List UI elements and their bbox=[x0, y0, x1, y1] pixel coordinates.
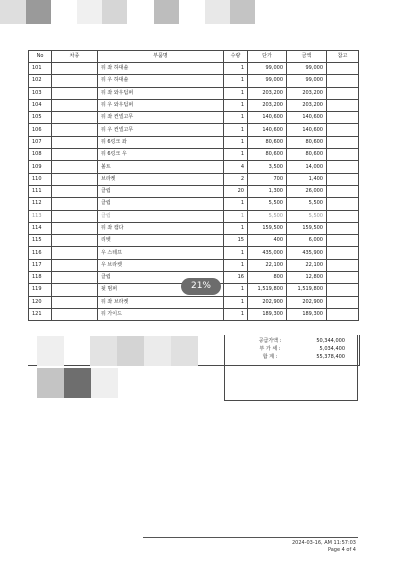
table-row bbox=[29, 222, 359, 234]
print-timestamp: 2024-03-16, AM 11:57:03 bbox=[291, 540, 356, 546]
row-no: 106 bbox=[29, 124, 52, 136]
row-part-name: 뒤 6링크 우 bbox=[98, 149, 224, 161]
vat-label: 부 가 세 : bbox=[259, 346, 281, 352]
table-row bbox=[29, 247, 359, 259]
redaction-block bbox=[171, 336, 198, 366]
row-no: 105 bbox=[29, 112, 52, 124]
table-row bbox=[29, 308, 359, 320]
row-vehicle bbox=[52, 63, 98, 75]
row-unit-price: 159,500 bbox=[248, 222, 287, 234]
row-part-name: 우 스테프 bbox=[98, 247, 224, 259]
col-header-qty: 수량 bbox=[224, 51, 248, 63]
row-no: 120 bbox=[29, 296, 52, 308]
row-vehicle bbox=[52, 222, 98, 234]
row-qty: 1 bbox=[224, 63, 248, 75]
parts-sheet bbox=[28, 50, 358, 502]
row-amount: 26,000 bbox=[287, 185, 327, 197]
row-no: 103 bbox=[29, 87, 52, 99]
row-part-name: 리벳 bbox=[98, 235, 224, 247]
row-qty: 1 bbox=[224, 75, 248, 87]
row-no: 104 bbox=[29, 99, 52, 111]
row-amount: 1,400 bbox=[287, 173, 327, 185]
row-qty: 1 bbox=[224, 112, 248, 124]
zoom-level-badge: 21% bbox=[181, 278, 221, 295]
redaction-block bbox=[77, 0, 102, 24]
row-note bbox=[327, 87, 359, 99]
row-amount: 6,000 bbox=[287, 235, 327, 247]
row-qty: 4 bbox=[224, 161, 248, 173]
table-row bbox=[29, 173, 359, 185]
redaction-block bbox=[102, 0, 127, 24]
row-amount: 203,200 bbox=[287, 87, 327, 99]
total-value: 55,378,400 bbox=[316, 354, 345, 360]
total-row bbox=[225, 353, 359, 362]
row-amount: 99,000 bbox=[287, 75, 327, 87]
row-note bbox=[327, 149, 359, 161]
row-part-name: 뒤 우 와우텀퍼 bbox=[98, 99, 224, 111]
row-note bbox=[327, 112, 359, 124]
row-no: 110 bbox=[29, 173, 52, 185]
row-unit-price: 5,500 bbox=[248, 198, 287, 210]
col-header-note: 참고 bbox=[327, 51, 359, 63]
table-row bbox=[29, 185, 359, 197]
row-unit-price: 140,600 bbox=[248, 112, 287, 124]
row-unit-price: 80,600 bbox=[248, 136, 287, 148]
row-vehicle bbox=[52, 87, 98, 99]
redaction-block bbox=[91, 368, 118, 398]
row-qty: 15 bbox=[224, 235, 248, 247]
row-qty: 1 bbox=[224, 296, 248, 308]
vat-value: 5,034,400 bbox=[319, 346, 345, 352]
table-row bbox=[29, 112, 359, 124]
summary-bottom-border bbox=[224, 400, 358, 401]
row-note bbox=[327, 272, 359, 284]
row-no: 117 bbox=[29, 259, 52, 271]
table-row bbox=[29, 99, 359, 111]
row-qty: 16 bbox=[224, 272, 248, 284]
row-note bbox=[327, 247, 359, 259]
total-label: 합 계 : bbox=[262, 354, 278, 360]
table-row bbox=[29, 75, 359, 87]
row-no: 121 bbox=[29, 308, 52, 320]
table-row bbox=[29, 235, 359, 247]
redaction-block bbox=[37, 336, 64, 366]
redaction-block bbox=[26, 0, 51, 24]
row-vehicle bbox=[52, 99, 98, 111]
row-part-name: 뒤 좌 브라켓 bbox=[98, 296, 224, 308]
row-unit-price: 203,200 bbox=[248, 99, 287, 111]
row-amount: 99,000 bbox=[287, 63, 327, 75]
row-part-name: 뒤 좌 컨넬고무 bbox=[98, 112, 224, 124]
row-qty: 20 bbox=[224, 185, 248, 197]
table-header-row bbox=[29, 51, 359, 63]
footer bbox=[292, 540, 356, 554]
row-vehicle bbox=[52, 296, 98, 308]
col-header-amount: 금액 bbox=[287, 51, 327, 63]
row-part-name: 뒤 좌 하대솔 bbox=[98, 63, 224, 75]
row-note bbox=[327, 75, 359, 87]
row-no: 108 bbox=[29, 149, 52, 161]
row-unit-price: 3,500 bbox=[248, 161, 287, 173]
col-header-unit-price: 단가 bbox=[248, 51, 287, 63]
row-qty: 1 bbox=[224, 136, 248, 148]
row-note bbox=[327, 284, 359, 296]
row-vehicle bbox=[52, 308, 98, 320]
row-unit-price: 800 bbox=[248, 272, 287, 284]
row-unit-price: 435,000 bbox=[248, 247, 287, 259]
table-row bbox=[29, 124, 359, 136]
row-note bbox=[327, 161, 359, 173]
row-amount: 22,100 bbox=[287, 259, 327, 271]
row-qty: 1 bbox=[224, 308, 248, 320]
row-qty: 1 bbox=[224, 198, 248, 210]
row-qty: 1 bbox=[224, 222, 248, 234]
row-amount: 80,600 bbox=[287, 136, 327, 148]
table-row bbox=[29, 136, 359, 148]
row-amount: 14,000 bbox=[287, 161, 327, 173]
row-qty: 1 bbox=[224, 99, 248, 111]
row-qty: 1 bbox=[224, 87, 248, 99]
row-unit-price: 22,100 bbox=[248, 259, 287, 271]
row-vehicle bbox=[52, 185, 98, 197]
table-row bbox=[29, 259, 359, 271]
row-vehicle bbox=[52, 149, 98, 161]
redaction-block bbox=[0, 0, 26, 24]
row-no: 119 bbox=[29, 284, 52, 296]
row-amount: 159,500 bbox=[287, 222, 327, 234]
row-part-name: 클립 bbox=[98, 210, 224, 222]
table-row bbox=[29, 87, 359, 99]
col-header-no: No bbox=[29, 51, 52, 63]
row-qty: 1 bbox=[224, 247, 248, 259]
row-vehicle bbox=[52, 259, 98, 271]
row-part-name: 뒤 6링크 좌 bbox=[98, 136, 224, 148]
row-amount: 80,600 bbox=[287, 149, 327, 161]
row-note bbox=[327, 235, 359, 247]
row-amount: 5,500 bbox=[287, 210, 327, 222]
redaction-block bbox=[117, 336, 144, 366]
row-amount: 140,600 bbox=[287, 124, 327, 136]
table-row bbox=[29, 149, 359, 161]
row-no: 114 bbox=[29, 222, 52, 234]
col-header-vehicle: 차종 bbox=[52, 51, 98, 63]
redaction-block bbox=[144, 336, 171, 366]
row-amount: 140,600 bbox=[287, 112, 327, 124]
row-unit-price: 203,200 bbox=[248, 87, 287, 99]
row-part-name: 뒤 좌 와우텀퍼 bbox=[98, 87, 224, 99]
row-part-name: 우 브라켓 bbox=[98, 259, 224, 271]
row-no: 109 bbox=[29, 161, 52, 173]
row-note bbox=[327, 198, 359, 210]
row-part-name: 뒤 우 컨넬고무 bbox=[98, 124, 224, 136]
row-part-name: 볼트 bbox=[98, 161, 224, 173]
row-unit-price: 99,000 bbox=[248, 63, 287, 75]
supply-label: 공급가액 : bbox=[258, 338, 282, 344]
row-qty: 1 bbox=[224, 259, 248, 271]
row-vehicle bbox=[52, 272, 98, 284]
row-no: 101 bbox=[29, 63, 52, 75]
row-part-name: 브라켓 bbox=[98, 173, 224, 185]
redaction-block bbox=[37, 368, 64, 398]
row-vehicle bbox=[52, 284, 98, 296]
row-no: 116 bbox=[29, 247, 52, 259]
row-note bbox=[327, 124, 359, 136]
row-part-name: 클립 bbox=[98, 185, 224, 197]
row-part-name: 뒤 가이드 bbox=[98, 308, 224, 320]
row-vehicle bbox=[52, 210, 98, 222]
row-no: 111 bbox=[29, 185, 52, 197]
row-note bbox=[327, 99, 359, 111]
row-qty: 1 bbox=[224, 284, 248, 296]
row-note bbox=[327, 308, 359, 320]
row-unit-price: 400 bbox=[248, 235, 287, 247]
row-note bbox=[327, 222, 359, 234]
row-note bbox=[327, 259, 359, 271]
footer-divider bbox=[143, 537, 358, 538]
row-vehicle bbox=[52, 173, 98, 185]
row-no: 102 bbox=[29, 75, 52, 87]
redaction-block bbox=[230, 0, 255, 24]
row-amount: 12,800 bbox=[287, 272, 327, 284]
row-qty: 1 bbox=[224, 149, 248, 161]
row-part-name: 뒤 좌 캠다 bbox=[98, 222, 224, 234]
summary-box bbox=[224, 335, 360, 366]
row-unit-price: 5,500 bbox=[248, 210, 287, 222]
redaction-block bbox=[154, 0, 179, 24]
top-redaction-strip bbox=[0, 0, 400, 26]
row-no: 118 bbox=[29, 272, 52, 284]
supply-value: 50,344,000 bbox=[316, 338, 345, 344]
row-part-name: 뒤 우 하대솔 bbox=[98, 75, 224, 87]
row-no: 112 bbox=[29, 198, 52, 210]
redaction-block bbox=[205, 0, 230, 24]
row-unit-price: 189,300 bbox=[248, 308, 287, 320]
col-header-part-name: 부품명 bbox=[98, 51, 224, 63]
row-note bbox=[327, 185, 359, 197]
row-note bbox=[327, 296, 359, 308]
row-qty: 1 bbox=[224, 210, 248, 222]
row-unit-price: 202,900 bbox=[248, 296, 287, 308]
row-amount: 435,900 bbox=[287, 247, 327, 259]
row-part-name: 클립 bbox=[98, 198, 224, 210]
row-unit-price: 80,600 bbox=[248, 149, 287, 161]
row-vehicle bbox=[52, 235, 98, 247]
row-note bbox=[327, 210, 359, 222]
row-note bbox=[327, 173, 359, 185]
row-unit-price: 1,300 bbox=[248, 185, 287, 197]
row-vehicle bbox=[52, 161, 98, 173]
redaction-block bbox=[64, 368, 91, 398]
row-amount: 1,519,800 bbox=[287, 284, 327, 296]
row-amount: 203,200 bbox=[287, 99, 327, 111]
redaction-block bbox=[90, 336, 117, 366]
row-vehicle bbox=[52, 136, 98, 148]
row-no: 115 bbox=[29, 235, 52, 247]
row-unit-price: 140,600 bbox=[248, 124, 287, 136]
table-row bbox=[29, 296, 359, 308]
row-amount: 5,500 bbox=[287, 198, 327, 210]
row-unit-price: 99,000 bbox=[248, 75, 287, 87]
row-amount: 202,900 bbox=[287, 296, 327, 308]
table-row bbox=[29, 63, 359, 75]
row-vehicle bbox=[52, 198, 98, 210]
row-part-name: 뒷 범퍼 bbox=[98, 284, 224, 296]
row-no: 107 bbox=[29, 136, 52, 148]
row-qty: 1 bbox=[224, 124, 248, 136]
row-vehicle bbox=[52, 112, 98, 124]
row-unit-price: 1,519,800 bbox=[248, 284, 287, 296]
table-row bbox=[29, 198, 359, 210]
row-note bbox=[327, 136, 359, 148]
row-no: 113 bbox=[29, 210, 52, 222]
row-vehicle bbox=[52, 124, 98, 136]
row-vehicle bbox=[52, 75, 98, 87]
row-note bbox=[327, 63, 359, 75]
row-amount: 189,300 bbox=[287, 308, 327, 320]
page-indicator: Page 4 of 4 bbox=[327, 547, 356, 553]
table-row bbox=[29, 210, 359, 222]
table-row bbox=[29, 161, 359, 173]
row-vehicle bbox=[52, 247, 98, 259]
row-part-name: 클립 bbox=[98, 272, 224, 284]
row-qty: 2 bbox=[224, 173, 248, 185]
row-unit-price: 700 bbox=[248, 173, 287, 185]
